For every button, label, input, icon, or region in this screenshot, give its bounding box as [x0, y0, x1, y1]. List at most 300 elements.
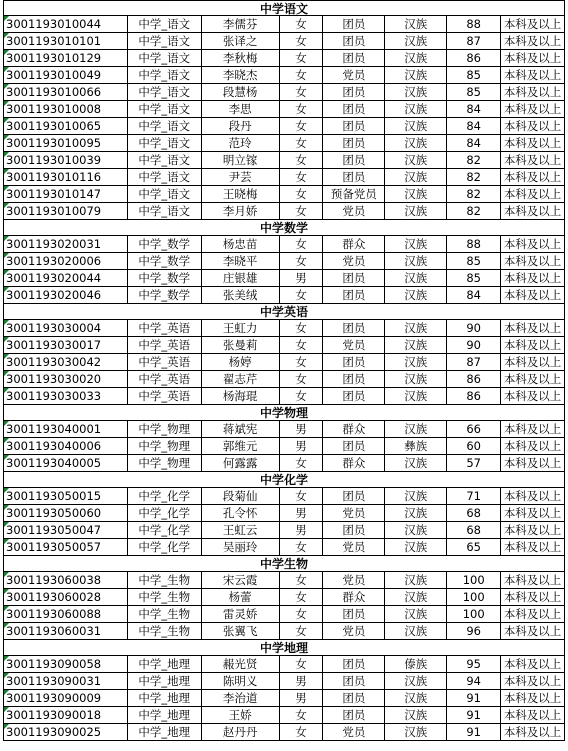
name-cell[interactable]: 庄银雄	[202, 270, 280, 286]
ethnicity-cell[interactable]: 汉族	[385, 623, 447, 639]
gender-cell[interactable]: 女	[280, 33, 324, 49]
education-cell[interactable]: 本科及以上	[501, 421, 565, 437]
score-cell[interactable]: 82	[447, 152, 501, 168]
subject-cell[interactable]: 中学_语文	[128, 33, 202, 49]
political-status-cell[interactable]: 党员	[323, 203, 385, 219]
ethnicity-cell[interactable]: 彝族	[385, 438, 447, 454]
education-cell[interactable]: 本科及以上	[501, 455, 565, 471]
political-status-cell[interactable]: 预备党员	[323, 186, 385, 202]
gender-cell[interactable]: 女	[280, 371, 324, 387]
education-cell[interactable]: 本科及以上	[501, 236, 565, 252]
political-status-cell[interactable]: 群众	[323, 589, 385, 605]
score-cell[interactable]: 90	[447, 320, 501, 336]
name-cell[interactable]: 雷灵娇	[202, 606, 280, 622]
exam-id-cell[interactable]: 3001193030033	[4, 388, 128, 404]
gender-cell[interactable]: 女	[280, 589, 324, 605]
gender-cell[interactable]: 男	[280, 270, 324, 286]
name-cell[interactable]: 李晓平	[202, 253, 280, 269]
exam-id-cell[interactable]: 3001193040006	[4, 438, 128, 454]
score-cell[interactable]: 84	[447, 101, 501, 117]
education-cell[interactable]: 本科及以上	[501, 488, 565, 504]
name-cell[interactable]: 范玲	[202, 135, 280, 151]
score-cell[interactable]: 100	[447, 589, 501, 605]
subject-cell[interactable]: 中学_语文	[128, 118, 202, 134]
name-cell[interactable]: 李晓杰	[202, 67, 280, 83]
political-status-cell[interactable]: 团员	[323, 522, 385, 538]
score-cell[interactable]: 87	[447, 354, 501, 370]
score-cell[interactable]: 71	[447, 488, 501, 504]
subject-cell[interactable]: 中学_数学	[128, 236, 202, 252]
subject-cell[interactable]: 中学_语文	[128, 101, 202, 117]
subject-cell[interactable]: 中学_语文	[128, 16, 202, 32]
political-status-cell[interactable]: 团员	[323, 16, 385, 32]
exam-id-cell[interactable]: 3001193050057	[4, 539, 128, 555]
gender-cell[interactable]: 女	[280, 656, 324, 672]
subject-cell[interactable]: 中学_生物	[128, 589, 202, 605]
name-cell[interactable]: 李思	[202, 101, 280, 117]
political-status-cell[interactable]: 党员	[323, 67, 385, 83]
education-cell[interactable]: 本科及以上	[501, 320, 565, 336]
education-cell[interactable]: 本科及以上	[501, 253, 565, 269]
gender-cell[interactable]: 女	[280, 67, 324, 83]
political-status-cell[interactable]: 团员	[323, 33, 385, 49]
name-cell[interactable]: 郭维元	[202, 438, 280, 454]
ethnicity-cell[interactable]: 汉族	[385, 690, 447, 706]
political-status-cell[interactable]: 团员	[323, 690, 385, 706]
exam-id-cell[interactable]: 3001193040005	[4, 455, 128, 471]
exam-id-cell[interactable]: 3001193020031	[4, 236, 128, 252]
gender-cell[interactable]: 女	[280, 169, 324, 185]
subject-cell[interactable]: 中学_英语	[128, 337, 202, 353]
political-status-cell[interactable]: 团员	[323, 101, 385, 117]
education-cell[interactable]: 本科及以上	[501, 50, 565, 66]
gender-cell[interactable]: 女	[280, 135, 324, 151]
gender-cell[interactable]: 女	[280, 623, 324, 639]
political-status-cell[interactable]: 团员	[323, 371, 385, 387]
table-row	[3, 371, 565, 388]
score-cell[interactable]: 84	[447, 287, 501, 303]
name-cell[interactable]: 王虹云	[202, 522, 280, 538]
education-cell[interactable]: 本科及以上	[501, 623, 565, 639]
gender-cell[interactable]: 女	[280, 236, 324, 252]
education-cell[interactable]: 本科及以上	[501, 673, 565, 689]
ethnicity-cell[interactable]: 汉族	[385, 84, 447, 100]
subject-cell[interactable]: 中学_数学	[128, 253, 202, 269]
subject-cell[interactable]: 中学_语文	[128, 203, 202, 219]
score-cell[interactable]: 85	[447, 84, 501, 100]
name-cell[interactable]: 李月娇	[202, 203, 280, 219]
name-cell[interactable]: 尹芸	[202, 169, 280, 185]
gender-cell[interactable]: 女	[280, 337, 324, 353]
subject-cell[interactable]: 中学_语文	[128, 186, 202, 202]
gender-cell[interactable]: 女	[280, 186, 324, 202]
score-cell[interactable]: 100	[447, 572, 501, 588]
education-cell[interactable]: 本科及以上	[501, 505, 565, 521]
ethnicity-cell[interactable]: 汉族	[385, 488, 447, 504]
ethnicity-cell[interactable]: 汉族	[385, 253, 447, 269]
subject-cell[interactable]: 中学_英语	[128, 388, 202, 404]
exam-id-cell[interactable]: 3001193030017	[4, 337, 128, 353]
exam-id-cell[interactable]: 3001193030004	[4, 320, 128, 336]
subject-cell[interactable]: 中学_语文	[128, 67, 202, 83]
exam-id-cell[interactable]: 3001193010129	[4, 50, 128, 66]
score-cell[interactable]: 85	[447, 67, 501, 83]
education-cell[interactable]: 本科及以上	[501, 152, 565, 168]
gender-cell[interactable]: 女	[280, 84, 324, 100]
ethnicity-cell[interactable]: 汉族	[385, 236, 447, 252]
gender-cell[interactable]: 女	[280, 152, 324, 168]
exam-id-cell[interactable]: 3001193090025	[4, 724, 128, 740]
political-status-cell[interactable]: 团员	[323, 84, 385, 100]
score-cell[interactable]: 95	[447, 656, 501, 672]
gender-cell[interactable]: 女	[280, 707, 324, 723]
subject-cell[interactable]: 中学_地理	[128, 724, 202, 740]
gender-cell[interactable]: 男	[280, 673, 324, 689]
score-cell[interactable]: 85	[447, 270, 501, 286]
gender-cell[interactable]: 男	[280, 505, 324, 521]
exam-id-cell[interactable]: 3001193090009	[4, 690, 128, 706]
ethnicity-cell[interactable]: 汉族	[385, 606, 447, 622]
gender-cell[interactable]: 女	[280, 354, 324, 370]
gender-cell[interactable]: 女	[280, 253, 324, 269]
gender-cell[interactable]: 女	[280, 203, 324, 219]
score-cell[interactable]: 68	[447, 505, 501, 521]
education-cell[interactable]: 本科及以上	[501, 539, 565, 555]
score-cell[interactable]: 91	[447, 690, 501, 706]
exam-id-cell[interactable]: 3001193030020	[4, 371, 128, 387]
education-cell[interactable]: 本科及以上	[501, 572, 565, 588]
subject-cell[interactable]: 中学_地理	[128, 673, 202, 689]
name-cell[interactable]: 赧光贤	[202, 656, 280, 672]
ethnicity-cell[interactable]: 汉族	[385, 707, 447, 723]
political-status-cell[interactable]: 群众	[323, 236, 385, 252]
name-cell[interactable]: 王虹力	[202, 320, 280, 336]
subject-cell[interactable]: 中学_地理	[128, 690, 202, 706]
subject-cell[interactable]: 中学_地理	[128, 707, 202, 723]
political-status-cell[interactable]: 党员	[323, 539, 385, 555]
score-cell[interactable]: 88	[447, 16, 501, 32]
exam-id-cell[interactable]: 3001193020046	[4, 287, 128, 303]
score-cell[interactable]: 86	[447, 50, 501, 66]
political-status-cell[interactable]: 团员	[323, 50, 385, 66]
political-status-cell[interactable]: 党员	[323, 337, 385, 353]
score-cell[interactable]: 86	[447, 388, 501, 404]
subject-cell[interactable]: 中学_数学	[128, 270, 202, 286]
subject-cell[interactable]: 中学_英语	[128, 354, 202, 370]
ethnicity-cell[interactable]: 汉族	[385, 169, 447, 185]
name-cell[interactable]: 赵丹丹	[202, 724, 280, 740]
gender-cell[interactable]: 女	[280, 724, 324, 740]
education-cell[interactable]: 本科及以上	[501, 388, 565, 404]
subject-cell[interactable]: 中学_化学	[128, 505, 202, 521]
exam-id-cell[interactable]: 3001193050060	[4, 505, 128, 521]
exam-id-cell[interactable]: 3001193010065	[4, 118, 128, 134]
exam-id-cell[interactable]: 3001193060028	[4, 589, 128, 605]
education-cell[interactable]: 本科及以上	[501, 690, 565, 706]
ethnicity-cell[interactable]: 汉族	[385, 33, 447, 49]
ethnicity-cell[interactable]: 汉族	[385, 135, 447, 151]
political-status-cell[interactable]: 团员	[323, 673, 385, 689]
exam-id-cell[interactable]: 3001193010044	[4, 16, 128, 32]
score-cell[interactable]: 94	[447, 673, 501, 689]
education-cell[interactable]: 本科及以上	[501, 118, 565, 134]
table-row	[3, 421, 565, 438]
name-cell[interactable]: 陈明义	[202, 673, 280, 689]
ethnicity-cell[interactable]: 汉族	[385, 50, 447, 66]
gender-cell[interactable]: 女	[280, 455, 324, 471]
education-cell[interactable]: 本科及以上	[501, 169, 565, 185]
name-cell[interactable]: 王娇	[202, 707, 280, 723]
political-status-cell[interactable]: 党员	[323, 505, 385, 521]
ethnicity-cell[interactable]: 汉族	[385, 539, 447, 555]
political-status-cell[interactable]: 团员	[323, 488, 385, 504]
education-cell[interactable]: 本科及以上	[501, 589, 565, 605]
score-cell[interactable]: 86	[447, 371, 501, 387]
ethnicity-cell[interactable]: 汉族	[385, 724, 447, 740]
ethnicity-cell[interactable]: 汉族	[385, 118, 447, 134]
education-cell[interactable]: 本科及以上	[501, 135, 565, 151]
score-cell[interactable]: 66	[447, 421, 501, 437]
subject-cell[interactable]: 中学_生物	[128, 572, 202, 588]
political-status-cell[interactable]: 党员	[323, 572, 385, 588]
gender-cell[interactable]: 男	[280, 421, 324, 437]
political-status-cell[interactable]: 群众	[323, 421, 385, 437]
gender-cell[interactable]: 女	[280, 118, 324, 134]
name-cell[interactable]: 杨忠苗	[202, 236, 280, 252]
subject-cell[interactable]: 中学_语文	[128, 169, 202, 185]
ethnicity-cell[interactable]: 汉族	[385, 67, 447, 83]
exam-id-cell[interactable]: 3001193060031	[4, 623, 128, 639]
education-cell[interactable]: 本科及以上	[501, 101, 565, 117]
political-status-cell[interactable]: 团员	[323, 656, 385, 672]
gender-cell[interactable]: 女	[280, 488, 324, 504]
political-status-cell[interactable]: 团员	[323, 270, 385, 286]
gender-cell[interactable]: 男	[280, 690, 324, 706]
subject-cell[interactable]: 中学_物理	[128, 421, 202, 437]
ethnicity-cell[interactable]: 傣族	[385, 656, 447, 672]
education-cell[interactable]: 本科及以上	[501, 33, 565, 49]
gender-cell[interactable]: 女	[280, 539, 324, 555]
education-cell[interactable]: 本科及以上	[501, 707, 565, 723]
ethnicity-cell[interactable]: 汉族	[385, 16, 447, 32]
ethnicity-cell[interactable]: 汉族	[385, 354, 447, 370]
ethnicity-cell[interactable]: 汉族	[385, 673, 447, 689]
education-cell[interactable]: 本科及以上	[501, 438, 565, 454]
score-cell[interactable]: 82	[447, 186, 501, 202]
political-status-cell[interactable]: 团员	[323, 169, 385, 185]
name-cell[interactable]: 蒋斌宪	[202, 421, 280, 437]
subject-cell[interactable]: 中学_物理	[128, 455, 202, 471]
ethnicity-cell[interactable]: 汉族	[385, 421, 447, 437]
gender-cell[interactable]: 男	[280, 522, 324, 538]
score-cell[interactable]: 65	[447, 539, 501, 555]
exam-id-cell[interactable]: 3001193050015	[4, 488, 128, 504]
name-cell[interactable]: 何露露	[202, 455, 280, 471]
name-cell[interactable]: 李秋梅	[202, 50, 280, 66]
exam-id-cell[interactable]: 3001193060088	[4, 606, 128, 622]
exam-id-cell[interactable]: 3001193020006	[4, 253, 128, 269]
subject-cell[interactable]: 中学_化学	[128, 539, 202, 555]
exam-id-cell[interactable]: 3001193060038	[4, 572, 128, 588]
name-cell[interactable]: 段菊仙	[202, 488, 280, 504]
ethnicity-cell[interactable]: 汉族	[385, 455, 447, 471]
political-status-cell[interactable]: 团员	[323, 707, 385, 723]
name-cell[interactable]: 宋云霞	[202, 572, 280, 588]
name-cell[interactable]: 杨婷	[202, 354, 280, 370]
exam-id-cell[interactable]: 3001193010066	[4, 84, 128, 100]
ethnicity-cell[interactable]: 汉族	[385, 186, 447, 202]
political-status-cell[interactable]: 党员	[323, 724, 385, 740]
score-cell[interactable]: 85	[447, 253, 501, 269]
subject-cell[interactable]: 中学_物理	[128, 438, 202, 454]
name-cell[interactable]: 段丹	[202, 118, 280, 134]
education-cell[interactable]: 本科及以上	[501, 656, 565, 672]
name-cell[interactable]: 段慧杨	[202, 84, 280, 100]
political-status-cell[interactable]: 团员	[323, 606, 385, 622]
political-status-cell[interactable]: 团员	[323, 287, 385, 303]
score-cell[interactable]: 91	[447, 707, 501, 723]
ethnicity-cell[interactable]: 汉族	[385, 270, 447, 286]
exam-id-cell[interactable]: 3001193090018	[4, 707, 128, 723]
ethnicity-cell[interactable]: 汉族	[385, 320, 447, 336]
ethnicity-cell[interactable]: 汉族	[385, 388, 447, 404]
ethnicity-cell[interactable]: 汉族	[385, 505, 447, 521]
name-cell[interactable]: 吴丽玲	[202, 539, 280, 555]
score-cell[interactable]: 60	[447, 438, 501, 454]
political-status-cell[interactable]: 团员	[323, 438, 385, 454]
ethnicity-cell[interactable]: 汉族	[385, 522, 447, 538]
score-cell[interactable]: 82	[447, 169, 501, 185]
gender-cell[interactable]: 女	[280, 388, 324, 404]
name-cell[interactable]: 李儒芬	[202, 16, 280, 32]
ethnicity-cell[interactable]: 汉族	[385, 572, 447, 588]
ethnicity-cell[interactable]: 汉族	[385, 152, 447, 168]
subject-cell[interactable]: 中学_化学	[128, 488, 202, 504]
score-cell[interactable]: 91	[447, 724, 501, 740]
score-cell[interactable]: 88	[447, 236, 501, 252]
subject-cell[interactable]: 中学_化学	[128, 522, 202, 538]
subject-cell[interactable]: 中学_语文	[128, 152, 202, 168]
name-cell[interactable]: 李治道	[202, 690, 280, 706]
subject-cell[interactable]: 中学_英语	[128, 320, 202, 336]
exam-id-cell[interactable]: 3001193010116	[4, 169, 128, 185]
exam-id-cell[interactable]: 3001193010147	[4, 186, 128, 202]
name-cell[interactable]: 杨蕾	[202, 589, 280, 605]
ethnicity-cell[interactable]: 汉族	[385, 101, 447, 117]
education-cell[interactable]: 本科及以上	[501, 270, 565, 286]
political-status-cell[interactable]: 团员	[323, 354, 385, 370]
education-cell[interactable]: 本科及以上	[501, 606, 565, 622]
education-cell[interactable]: 本科及以上	[501, 371, 565, 387]
gender-cell[interactable]: 女	[280, 16, 324, 32]
score-cell[interactable]: 68	[447, 522, 501, 538]
score-cell[interactable]: 96	[447, 623, 501, 639]
exam-id-cell[interactable]: 3001193010095	[4, 135, 128, 151]
gender-cell[interactable]: 女	[280, 50, 324, 66]
subject-cell[interactable]: 中学_英语	[128, 371, 202, 387]
subject-cell[interactable]: 中学_语文	[128, 84, 202, 100]
name-cell[interactable]: 张译之	[202, 33, 280, 49]
political-status-cell[interactable]: 党员	[323, 253, 385, 269]
exam-id-cell[interactable]: 3001193010049	[4, 67, 128, 83]
subject-cell[interactable]: 中学_语文	[128, 50, 202, 66]
political-status-cell[interactable]: 团员	[323, 388, 385, 404]
gender-cell[interactable]: 女	[280, 287, 324, 303]
exam-id-cell[interactable]: 3001193050047	[4, 522, 128, 538]
exam-id-cell[interactable]: 3001193090031	[4, 673, 128, 689]
exam-id-cell[interactable]: 3001193090058	[4, 656, 128, 672]
subject-cell[interactable]: 中学_生物	[128, 623, 202, 639]
exam-id-cell[interactable]: 3001193010079	[4, 203, 128, 219]
exam-id-cell[interactable]: 3001193010101	[4, 33, 128, 49]
subject-cell[interactable]: 中学_语文	[128, 135, 202, 151]
score-cell[interactable]: 90	[447, 337, 501, 353]
ethnicity-cell[interactable]: 汉族	[385, 287, 447, 303]
name-cell[interactable]: 张翼飞	[202, 623, 280, 639]
education-cell[interactable]: 本科及以上	[501, 186, 565, 202]
education-cell[interactable]: 本科及以上	[501, 354, 565, 370]
score-cell[interactable]: 100	[447, 606, 501, 622]
name-cell[interactable]: 张曼莉	[202, 337, 280, 353]
subject-cell[interactable]: 中学_生物	[128, 606, 202, 622]
political-status-cell[interactable]: 群众	[323, 455, 385, 471]
exam-id-cell[interactable]: 3001193010008	[4, 101, 128, 117]
gender-cell[interactable]: 女	[280, 606, 324, 622]
name-cell[interactable]: 明立镓	[202, 152, 280, 168]
score-cell[interactable]: 87	[447, 33, 501, 49]
gender-cell[interactable]: 女	[280, 101, 324, 117]
table-row	[3, 152, 565, 169]
education-cell[interactable]: 本科及以上	[501, 522, 565, 538]
political-status-cell[interactable]: 团员	[323, 135, 385, 151]
ethnicity-cell[interactable]: 汉族	[385, 203, 447, 219]
education-cell[interactable]: 本科及以上	[501, 84, 565, 100]
ethnicity-cell[interactable]: 汉族	[385, 371, 447, 387]
education-cell[interactable]: 本科及以上	[501, 337, 565, 353]
political-status-cell[interactable]: 党员	[323, 623, 385, 639]
name-cell[interactable]: 孔令怀	[202, 505, 280, 521]
political-status-cell[interactable]: 团员	[323, 152, 385, 168]
score-cell[interactable]: 82	[447, 203, 501, 219]
table-row	[3, 656, 565, 673]
gender-cell[interactable]: 女	[280, 320, 324, 336]
subject-cell[interactable]: 中学_地理	[128, 656, 202, 672]
education-cell[interactable]: 本科及以上	[501, 287, 565, 303]
gender-cell[interactable]: 女	[280, 572, 324, 588]
exam-id-cell[interactable]: 3001193020044	[4, 270, 128, 286]
score-cell[interactable]: 84	[447, 118, 501, 134]
ethnicity-cell[interactable]: 汉族	[385, 337, 447, 353]
name-cell[interactable]: 翟志芹	[202, 371, 280, 387]
education-cell[interactable]: 本科及以上	[501, 724, 565, 740]
exam-id-cell[interactable]: 3001193010039	[4, 152, 128, 168]
name-cell[interactable]: 王晓梅	[202, 186, 280, 202]
education-cell[interactable]: 本科及以上	[501, 203, 565, 219]
political-status-cell[interactable]: 团员	[323, 118, 385, 134]
name-cell[interactable]: 张美绒	[202, 287, 280, 303]
score-cell[interactable]: 84	[447, 135, 501, 151]
subject-cell[interactable]: 中学_数学	[128, 287, 202, 303]
exam-id-cell[interactable]: 3001193030042	[4, 354, 128, 370]
education-cell[interactable]: 本科及以上	[501, 67, 565, 83]
education-cell[interactable]: 本科及以上	[501, 16, 565, 32]
political-status-cell[interactable]: 团员	[323, 320, 385, 336]
ethnicity-cell[interactable]: 汉族	[385, 589, 447, 605]
score-cell[interactable]: 57	[447, 455, 501, 471]
name-cell[interactable]: 杨海琨	[202, 388, 280, 404]
exam-id-cell[interactable]: 3001193040001	[4, 421, 128, 437]
gender-cell[interactable]: 男	[280, 438, 324, 454]
